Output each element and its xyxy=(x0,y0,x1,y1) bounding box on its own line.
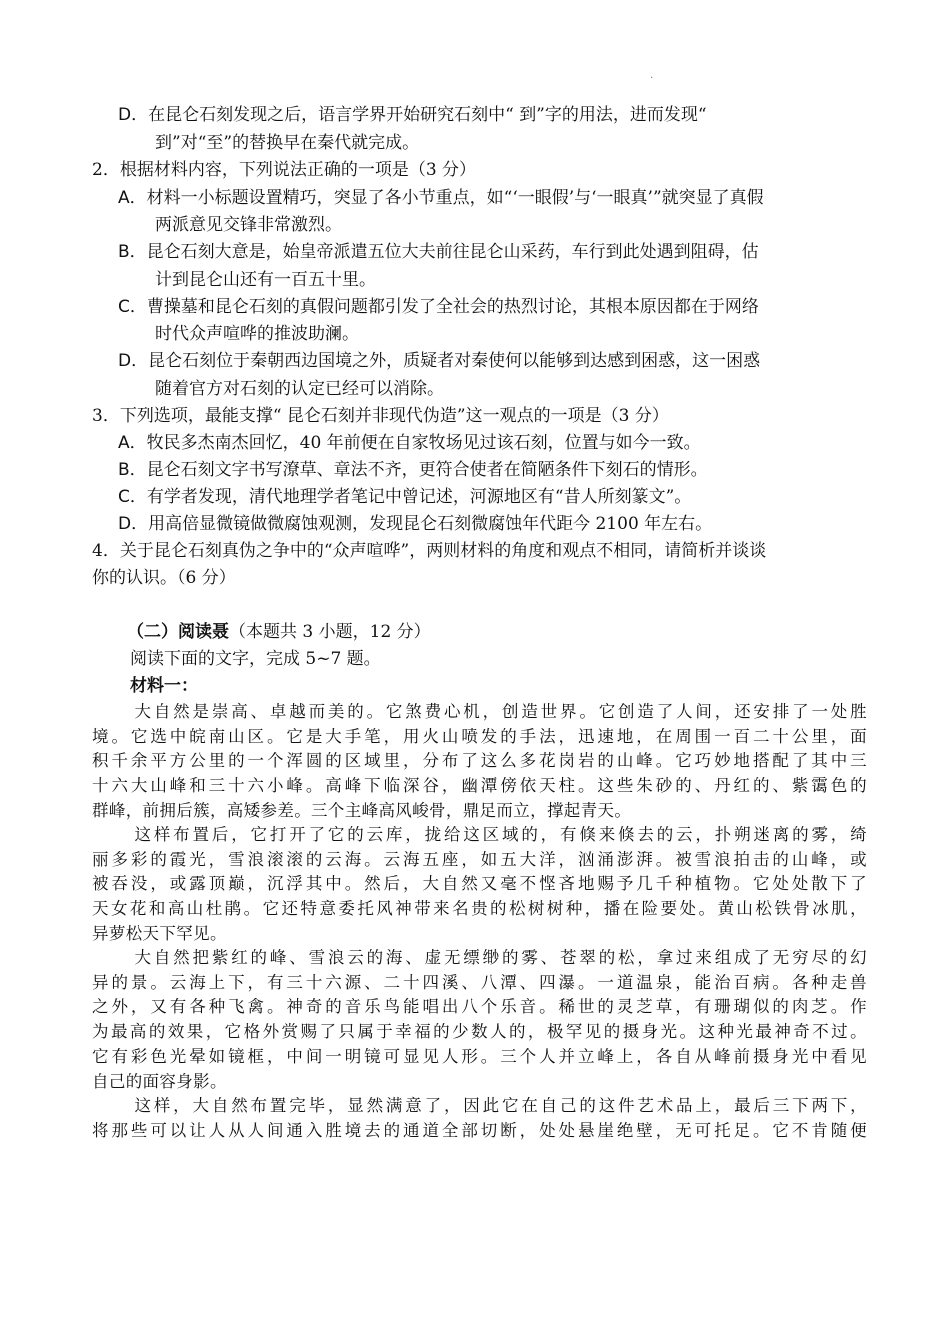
q2-option-d-cont: 随着官方对石刻的认定已经可以消除。 xyxy=(155,379,444,399)
q2-option-a xyxy=(118,188,764,208)
passage-line: 异萝松天下罕见。 xyxy=(92,923,227,943)
option-label: A． xyxy=(118,188,147,208)
passage-line: 将那些可以让人从人间通入胜境去的通道全部切断，处处悬崖绝壁，无可托足。它不肯随便 xyxy=(92,1120,867,1140)
option-label: C． xyxy=(118,487,147,507)
q2-option-a-cont: 两派意见交锋非常激烈。 xyxy=(155,215,342,235)
option-label: C． xyxy=(118,297,147,317)
passage-line: 积千余平方公里的一个浑圆的区域里，分布了这么多花岗岩的山峰。它巧妙地搭配了其中三 xyxy=(92,751,867,771)
passage-line: 群峰，前拥后簇，高矮参差。三个主峰高风峻骨，鼎足而立，撑起青天。 xyxy=(92,800,632,820)
passage-line: 丽多彩的霞光，雪浪滚滚的云海。云海五座，如五大洋，汹涌澎湃。被雪浪拍击的山峰，或 xyxy=(92,849,867,869)
option-label: D． xyxy=(118,514,149,534)
page-mark: · xyxy=(650,73,654,84)
q4-stem: 4．关于昆仑石刻真伪之争中的“众声喧哗”，两则材料的角度和观点不相同，请简析并谈谈 xyxy=(92,541,767,561)
option-text: 昆仑石刻大意是，始皇帝派遣五位大夫前往昆仑山采药，车行到此处遇到阻碍，估 xyxy=(146,242,759,262)
q2-option-b xyxy=(118,242,759,262)
passage-line: 自己的面容身影。 xyxy=(92,1071,227,1091)
option-label: D． xyxy=(118,351,149,371)
section-instruction: 阅读下面的文字，完成 5~7 题。 xyxy=(130,649,381,669)
option-label: B． xyxy=(118,242,147,262)
section-heading xyxy=(127,622,431,642)
option-text: 有学者发现，清代地理学者笔记中曾记述，河源地区有“昔人所刻篆文”。 xyxy=(146,487,692,507)
passage-line: 境。它选中皖南山区。它是大手笔，用火山喷发的手法，迅速地，在周围一百二十公里，面 xyxy=(92,726,867,746)
passage-line: 这样布置后，它打开了它的云库，拢给这区域的，有倏来倏去的云，扑朔迷离的雾，绮 xyxy=(132,825,867,844)
option-text: 曹操墓和昆仑石刻的真假问题都引发了全社会的热烈讨论，其根本原因都在于网络 xyxy=(146,297,759,317)
option-text: 昆仑石刻位于秦朝西边国境之外，质疑者对秦使何以能够到达感到困惑，这一困惑 xyxy=(148,351,761,371)
option-label: D． xyxy=(118,105,149,125)
material-label: 材料一： xyxy=(130,676,198,696)
passage-line: 大自然是崇高、卓越而美的。它煞费心机，创造世界。它创造了人间，还安排了一处胜 xyxy=(132,702,867,721)
passage-paragraph-3 xyxy=(92,946,867,1094)
q3-option-c xyxy=(118,487,691,507)
q4-stem-cont: 你的认识。（6 分） xyxy=(92,568,236,588)
q1-option-d-cont: 到”对“至”的替换早在秦代就完成。 xyxy=(155,133,420,153)
q2-option-c-cont: 时代众声喧哗的推波助澜。 xyxy=(155,324,359,344)
passage-line: 它有彩色光晕如镜框，中间一明镜可显见人形。三个人并立峰上，各自从峰前摄身光中看见 xyxy=(92,1046,867,1066)
passage-line: 十六大山峰和三十六小峰。高峰下临深谷，幽潭傍依天柱。这些朱砂的、丹红的、紫霭色的 xyxy=(92,776,867,796)
q1-option-d xyxy=(118,105,707,125)
option-label: A． xyxy=(118,433,147,453)
passage-paragraph-4 xyxy=(92,1094,867,1143)
option-label: B． xyxy=(118,460,147,480)
passage-line: 这样，大自然布置完毕，显然满意了，因此它在自己的这件艺术品上，最后三下两下， xyxy=(132,1096,867,1115)
option-text: 用高倍显微镜做微腐蚀观测，发现昆仑石刻微腐蚀年代距今 2100 年左右。 xyxy=(148,514,713,534)
option-text: 材料一小标题设置精巧，突显了各小节重点，如“‘一眼假’与‘一眼真’”就突显了真假 xyxy=(146,188,764,208)
q2-stem: 2．根据材料内容，下列说法正确的一项是（3 分） xyxy=(92,160,477,180)
section-title: （二）阅读聂 xyxy=(127,622,229,642)
q2-option-d xyxy=(118,351,760,371)
q3-stem: 3．下列选项，最能支撑“ 昆仑石刻并非现代伪造”这一观点的一项是（3 分） xyxy=(92,406,669,426)
q2-option-c xyxy=(118,297,759,317)
option-text: 牧民多杰南杰回忆，40 年前便在自家牧场见过该石刻，位置与如今一致。 xyxy=(146,433,701,453)
q3-option-b xyxy=(118,460,708,480)
section-note: （本题共 3 小题，12 分） xyxy=(229,622,431,642)
q3-option-a xyxy=(118,433,701,453)
passage-line: 之外，又有各种飞禽。神奇的音乐鸟能唱出八个乐音。稀世的灵芝草，有珊瑚似的肉芝。作 xyxy=(92,997,867,1017)
passage-paragraph-1 xyxy=(92,700,867,824)
passage-line: 被吞没，或露顶巅，沉浮其中。然后，大自然又毫不悭吝地赐予几千种植物。它处处散下了 xyxy=(92,874,867,894)
option-text: 昆仑石刻文字书写潦草、章法不齐，更符合使者在简陋条件下刻石的情形。 xyxy=(146,460,708,480)
q3-option-d xyxy=(118,514,712,534)
passage-line: 天女花和高山杜鹃。它还特意委托风神带来名贵的松树树种，播在险要处。黄山松铁骨冰肌， xyxy=(92,899,867,919)
passage-line: 大自然把紫红的峰、雪浪云的海、虚无缥缈的雾、苍翠的松，拿过来组成了无穷尽的幻 xyxy=(132,948,867,967)
option-text: 在昆仑石刻发现之后，语言学界开始研究石刻中“ 到”字的用法，进而发现“ xyxy=(148,105,707,125)
passage-line: 为最高的效果，它格外赏赐了只属于幸福的少数人的，极罕见的摄身光。这种光最神奇不过。 xyxy=(92,1022,867,1042)
passage-paragraph-2 xyxy=(92,823,867,947)
q2-option-b-cont: 计到昆仑山还有一百五十里。 xyxy=(155,270,376,290)
passage-line: 异的景。云海上下，有三十六源、二十四溪、八潭、四瀑。一道温泉，能治百病。各种走兽 xyxy=(92,972,867,992)
